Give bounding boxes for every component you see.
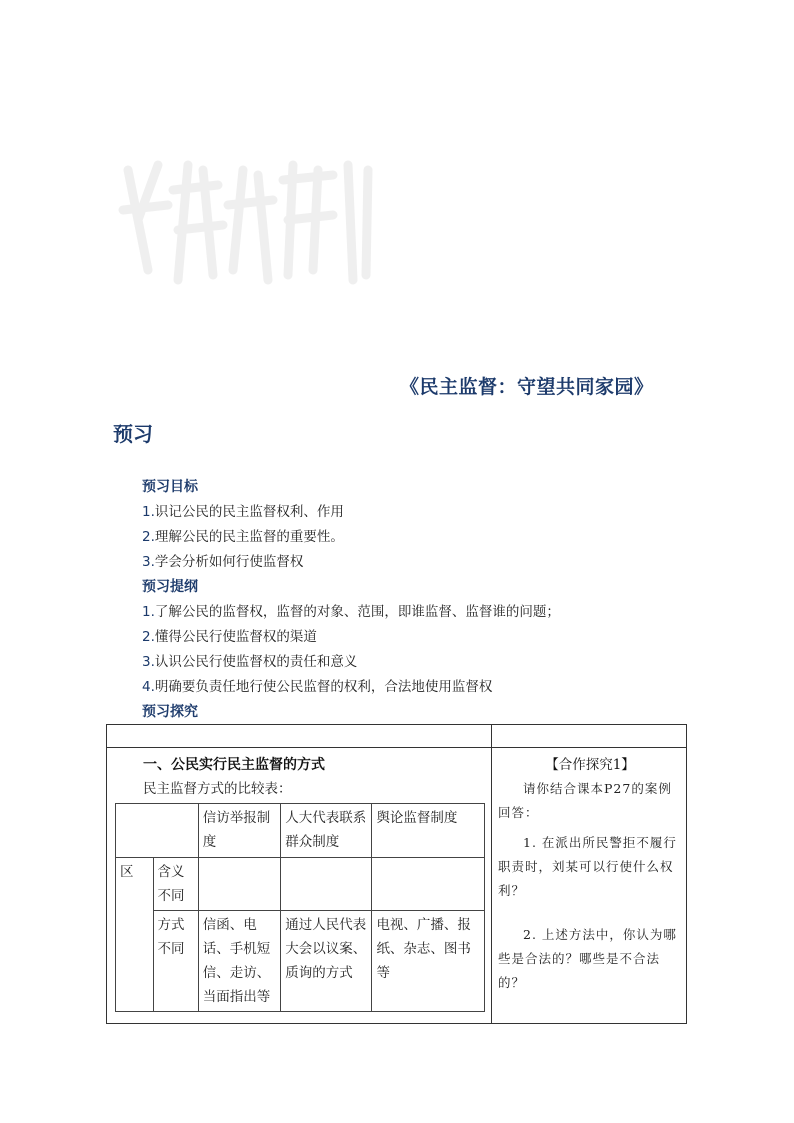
table-row [116, 804, 485, 858]
table-row-label: 含义不同 [153, 858, 198, 911]
goals-heading: 预习目标 [142, 479, 198, 495]
table-group-cell: 区 [116, 858, 154, 1012]
table-row-label: 方式不同 [153, 911, 198, 1012]
table-cell [372, 858, 485, 911]
table-header-cell: 舆论监督制度 [372, 804, 485, 858]
coop-question: 2. 上述方法中，你认为哪些是合法的？哪些是不合法的？ [498, 927, 677, 990]
method-title: 一、公民实行民主监督的方式 [143, 757, 325, 773]
list-item: 1.了解公民的监督权，监督的对象、范围，即谁监督、监督谁的问题； [142, 604, 560, 620]
table-cell: 信函、电话、手机短信、走访、当面指出等 [198, 911, 280, 1012]
list-item: 3.认识公民行使监督权的责任和意义 [142, 654, 358, 670]
preview-outline [142, 575, 702, 725]
method-subtitle: 民主监督方式的比较表： [143, 781, 292, 797]
explore-table-frame [106, 724, 687, 1024]
list-item: 1.识记公民的民主监督权利、作用 [142, 504, 344, 520]
table-cell: 通过人民代表大会以议案、质询的方式 [281, 911, 372, 1012]
preview-goals [142, 475, 702, 575]
list-item: 3.学会分析如何行使监督权 [142, 554, 304, 570]
table-header-cell: 人大代表联系群众制度 [281, 804, 372, 858]
document-title: 《民主监督：守望共同家园》 [400, 376, 654, 398]
list-item: 4.明确要负责任地行使公民监督的权利，合法地使用监督权 [142, 679, 493, 695]
table-row [116, 858, 485, 911]
list-item: 2.理解公民的民主监督的重要性。 [142, 529, 344, 545]
table-header-cell: 信访举报制度 [198, 804, 280, 858]
methods-column [115, 753, 485, 1005]
coop-intro: 请你结合课本P27的案例回答： [498, 781, 672, 820]
explore-heading: 预习探究 [142, 704, 198, 720]
table-cell [198, 858, 280, 911]
table-row [116, 911, 485, 1012]
section-heading: 预习 [113, 422, 153, 446]
table-corner-cell [116, 804, 199, 858]
outline-heading: 预习提纲 [142, 579, 198, 595]
comparison-table [115, 803, 485, 1012]
cooperative-exploration [498, 753, 682, 995]
table-cell: 电视、广播、报纸、杂志、图书等 [372, 911, 485, 1012]
list-item: 2.懂得公民行使监督权的渠道 [142, 629, 317, 645]
coop-title: 【合作探究1】 [545, 757, 635, 773]
table-cell [281, 858, 372, 911]
watermark-logo-icon [118, 150, 378, 290]
coop-question: 1. 在派出所民警拒不履行职责时，刘某可以行使什么权利？ [498, 835, 677, 898]
